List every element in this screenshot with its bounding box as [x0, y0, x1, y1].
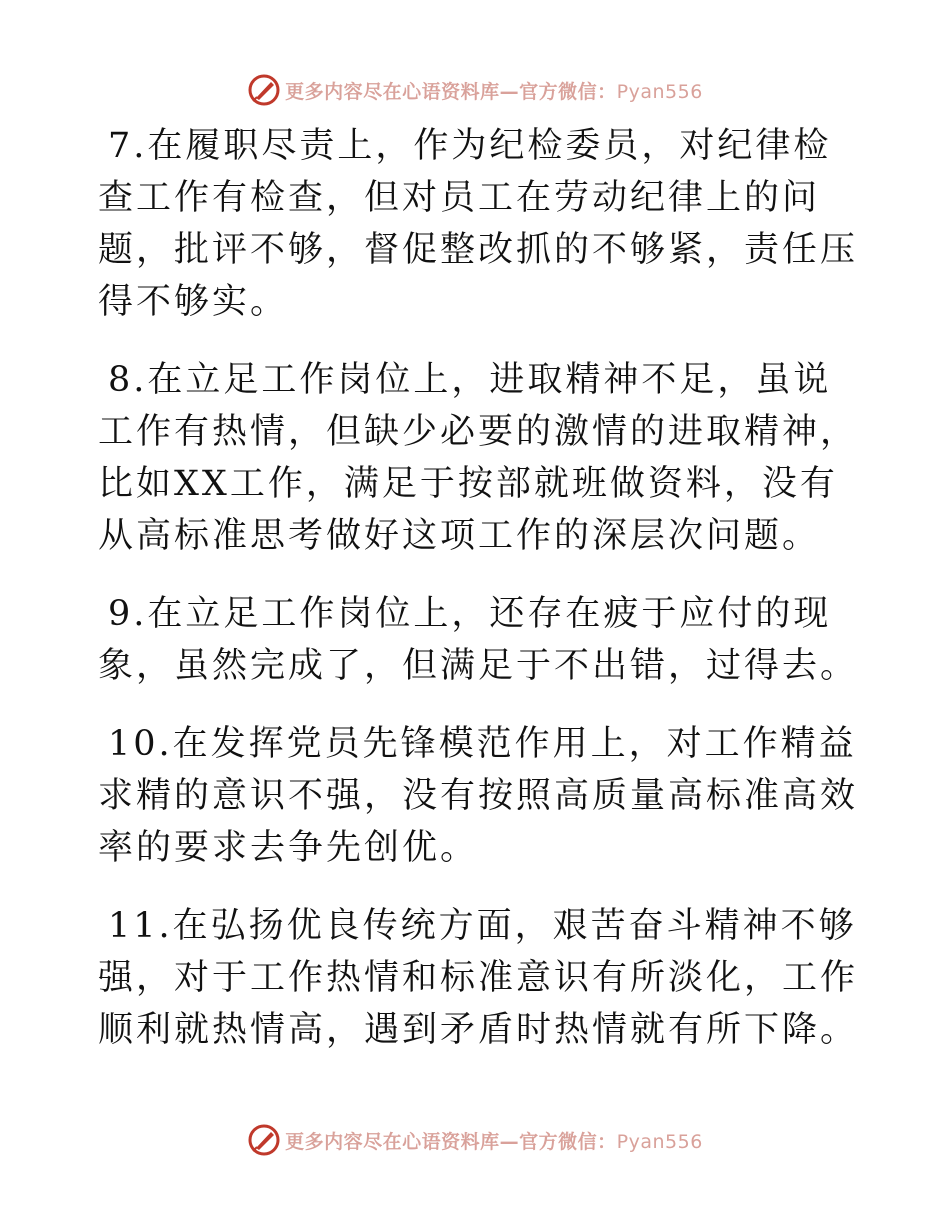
paragraph-10: 10.在发挥党员先锋模范作用上，对工作精益求精的意识不强，没有按照高质量高标准高效率的要求去争先创优。: [98, 724, 859, 868]
paragraph-9: 9.在立足工作岗位上，还存在疲于应付的现象，虽然完成了，但满足于不出错，过得去。: [98, 594, 859, 686]
document-body: [98, 120, 858, 1082]
header-banner-text: 更多内容尽在心语资料库—官方微信：Pyan556: [285, 80, 703, 103]
header-wechat-handle: Pyan556: [616, 80, 703, 103]
paragraph-7: 7.在履职尽责上，作为纪检委员，对纪律检查工作有检查，但对员工在劳动纪律上的问题，批评不够，督促整改抓的不够紧，责任压得不够实。: [98, 126, 859, 322]
header-banner: [0, 70, 950, 110]
quill-logo-icon: [247, 1123, 281, 1157]
paragraph-11: 11.在弘扬优良传统方面，艰苦奋斗精神不够强，对于工作热情和标准意识有所淡化，工作顺利就热情高，遇到矛盾时热情就有所下降。: [98, 906, 859, 1050]
quill-logo-icon: [247, 73, 281, 107]
footer-banner: [0, 1120, 950, 1160]
paragraph-8: 8.在立足工作岗位上，进取精神不足，虽说工作有热情，但缺少必要的激情的进取精神，比如XX工作，满足于按部就班做资料，没有从高标准思考做好这项工作的深层次问题。: [98, 360, 859, 556]
footer-wechat-handle: Pyan556: [616, 1130, 703, 1153]
footer-banner-text: 更多内容尽在心语资料库—官方微信：Pyan556: [285, 1130, 703, 1153]
